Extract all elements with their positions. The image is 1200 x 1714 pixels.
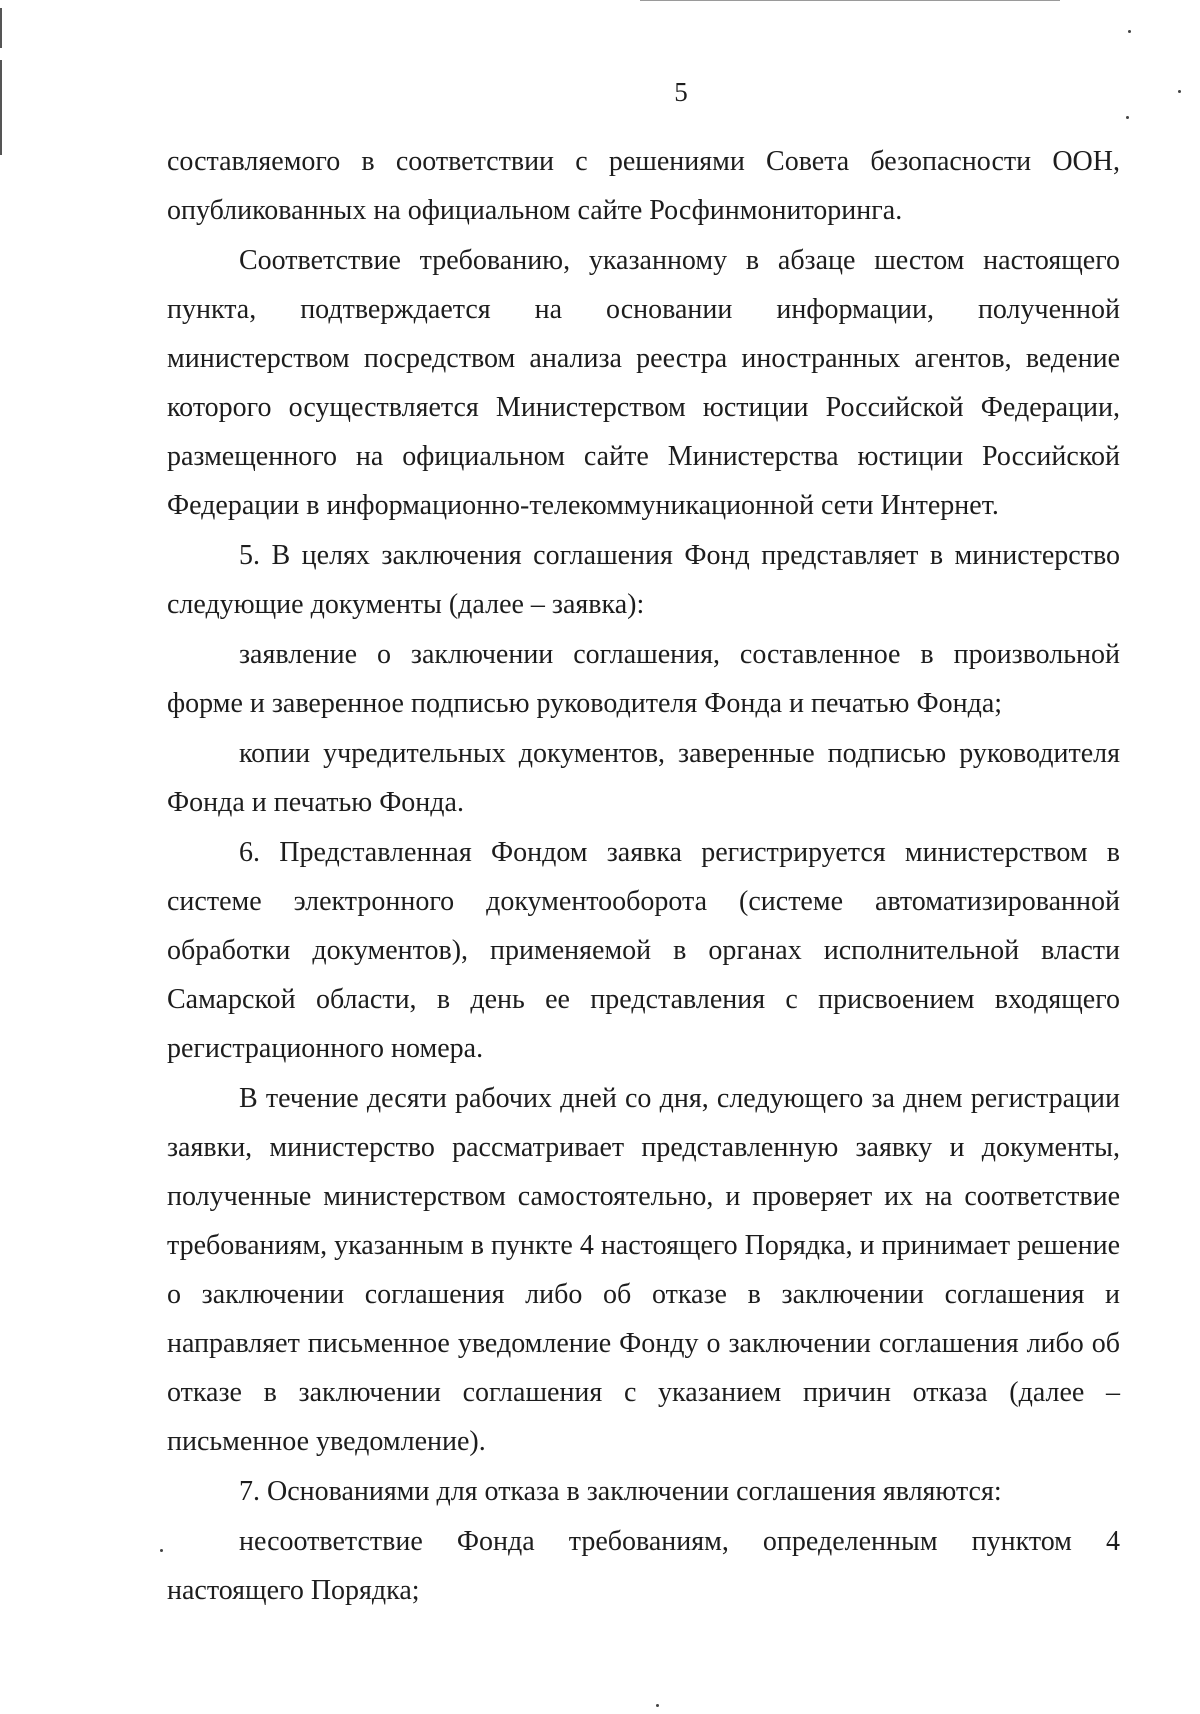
paragraph: Соответствие требованию, указанному в абзаце шестом настоящего пункта, подтверждается на основании информации, полученной министерством посредством анализа реестра иностранных агентов, ведение которого осуществляется Министерством юстиции Российской Федерации, размещенного на официальном сайте Министерства юстиции Российской Федерации в информационно-телекоммуникационной сети Интернет. [167,245,1120,521]
paragraph: 7. Основаниями для отказа в заключении соглашения являются: [239,1476,1002,1507]
scan-speck [656,1704,659,1707]
paragraph: В течение десяти рабочих дней со дня, следующего за днем регистрации заявки, министерство рассматривает представленную заявку и документы, полученные министерством самостоятельно, и проверяет их на соответствие требованиям, указанным в пункте 4 настоящего Порядка, и принимает решение о заключении соглашения либо об отказе в заключении соглашения и направляет письменное уведомление Фонду о заключении соглашения либо об отказе в заключении соглашения с указанием причин отказа (далее – письменное уведомление). [167,1083,1120,1457]
document-body [167,137,1120,1616]
scan-speck [1126,116,1129,119]
scan-edge-mark [0,8,2,48]
paragraph: 6. Представленная Фондом заявка регистрируется министерством в системе электронного документооборота (системе автоматизированной обработки документов), применяемой в органах исполнительной власти Самарской области, в день ее представления с присвоением входящего регистрационного номера. [167,837,1120,1064]
scan-speck [1128,30,1131,33]
scan-speck [160,1549,163,1552]
paragraph: копии учредительных документов, заверенные подписью руководителя Фонда и печатью Фонда. [167,738,1120,818]
paragraph: заявление о заключении соглашения, составленное в произвольной форме и заверенное подписью руководителя Фонда и печатью Фонда; [167,639,1120,719]
paragraph: несоответствие Фонда требованиям, определенным пунктом 4 настоящего Порядка; [167,1526,1120,1606]
paragraph: 5. В целях заключения соглашения Фонд представляет в министерство следующие документы (далее – заявка): [167,540,1120,620]
scan-top-line [640,0,1060,1]
paragraph: составляемого в соответствии с решениями Совета безопасности ООН, опубликованных на официальном сайте Росфинмониторинга. [167,146,1120,226]
page-number: 5 [674,77,688,107]
